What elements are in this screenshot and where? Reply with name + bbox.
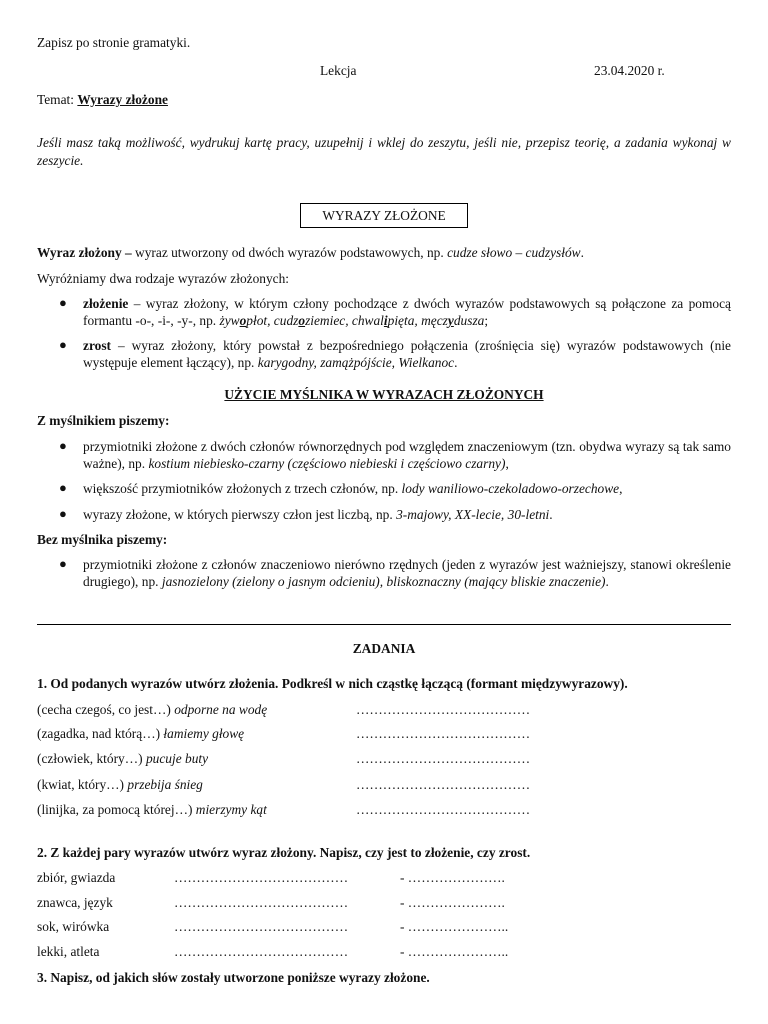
- list-item-zrost: [83, 337, 731, 371]
- types-intro: Wyróżniamy dwa rodzaje wyrazów złożonych:: [37, 271, 290, 286]
- without1-end: .: [605, 574, 609, 589]
- task2-type-blank[interactable]: - ………………….: [400, 870, 505, 885]
- definition-term: Wyraz złożony –: [37, 245, 132, 260]
- task1-row: [37, 802, 267, 818]
- zrost-examples: karygodny, zamążpójście, Wielkanoc: [257, 355, 455, 370]
- task2-type-blank[interactable]: - …………………..: [400, 944, 509, 959]
- task1-phrase: przebija śnieg: [127, 777, 203, 792]
- list-item-with-3: [83, 506, 731, 523]
- boxed-title-text: WYRAZY ZŁOŻONE: [322, 208, 446, 223]
- with3-end: .: [549, 507, 553, 522]
- task1-hint: (zagadka, nad którą…): [37, 726, 164, 741]
- list-item-with-1: [83, 438, 731, 472]
- topic-line: [37, 92, 168, 108]
- intro-paragraph: [37, 134, 731, 170]
- bullet-icon: ●: [59, 480, 67, 495]
- task1-hint: (kwiat, który…): [37, 777, 128, 792]
- section-title-dash: [37, 387, 731, 403]
- task2-pair: lekki, atleta: [37, 944, 100, 959]
- with1-end: ,: [505, 456, 509, 471]
- section-divider: [37, 624, 731, 625]
- task3-prompt: [37, 970, 430, 986]
- list-item-zlozenie: złożenie – wyraz złożony, w którym człony pochodzące z dwóch wyrazów podstawowych są połączone za pomocą formantu -o-, -i-, -y-, np. żywopłot, cudzoziemiec, chwalipięta, męczydusza;: [83, 296, 731, 328]
- task1-hint: (cecha czegoś, co jest…): [37, 702, 175, 717]
- topic-title: Wyrazy złożone: [77, 92, 168, 107]
- task2-answer-blank[interactable]: …………………………………: [174, 944, 349, 959]
- task1-hint: (linijka, za pomocą której…): [37, 802, 196, 817]
- with-dash-label-text: Z myślnikiem piszemy:: [37, 413, 170, 428]
- task2-prompt-text: 2. Z każdej pary wyrazów utwórz wyraz złożony. Napisz, czy jest to złożenie, czy zrost.: [37, 845, 531, 860]
- definition-example: cudze słowo – cudzysłów: [447, 245, 581, 260]
- bullet-icon: ●: [59, 506, 67, 521]
- tasks-title-text: ZADANIA: [352, 641, 416, 656]
- task1-answer-blank[interactable]: …………………………………: [356, 751, 531, 766]
- zrost-end: .: [454, 355, 458, 370]
- lesson-date: 23.04.2020 r.: [594, 63, 665, 78]
- task1-phrase: odporne na wodę: [174, 702, 268, 717]
- task1-row: [37, 702, 267, 718]
- bullet-icon: ●: [59, 337, 67, 352]
- task1-row: [37, 751, 208, 767]
- task2-pair: sok, wirówka: [37, 919, 110, 934]
- bullet-icon: ●: [59, 295, 67, 310]
- definition-text: wyraz utworzony od dwóch wyrazów podstawowych, np.: [131, 245, 448, 260]
- task1-answer-blank[interactable]: …………………………………: [356, 777, 531, 792]
- task1-prompt-text: 1. Od podanych wyrazów utwórz złożenia. Podkreśl w nich cząstkę łączącą (formant międzywyrazowy).: [37, 676, 628, 691]
- with3-text: wyrazy złożone, w których pierwszy człon jest liczbą, np.: [83, 507, 397, 522]
- task2-pair: zbiór, gwiazda: [37, 870, 116, 885]
- intro-text: Jeśli masz taką możliwość, wydrukuj kartę pracy, uzupełnij i wklej do zeszytu, jeśli nie, przepisz teorię, a zadania wykonaj w zeszycie.: [37, 135, 731, 168]
- zrost-term: zrost: [83, 338, 112, 353]
- without-dash-label-text: Bez myślnika piszemy:: [37, 532, 168, 547]
- task1-answer-blank[interactable]: …………………………………: [356, 702, 531, 717]
- lesson-label: Lekcja: [320, 63, 357, 78]
- bullet-icon: ●: [59, 556, 67, 571]
- task2-answer-blank[interactable]: …………………………………: [174, 895, 349, 910]
- without-dash-label: [37, 532, 167, 548]
- with-dash-label: [37, 413, 169, 429]
- zlozenie-term: złożenie: [83, 296, 129, 311]
- bullet-icon: ●: [59, 438, 67, 453]
- definition-line: [37, 245, 584, 261]
- with2-end: ,: [619, 481, 623, 496]
- task1-answer-blank[interactable]: …………………………………: [356, 802, 531, 817]
- section-title-dash-text: UŻYCIE MYŚLNIKA W WYRAZACH ZŁOŻONYCH: [224, 387, 544, 402]
- task1-answer-blank[interactable]: …………………………………: [356, 726, 531, 741]
- task2-type-blank[interactable]: - ………………….: [400, 895, 505, 910]
- with2-text: większość przymiotników złożonych z trzech członów, np.: [83, 481, 402, 496]
- topic-label: Temat:: [37, 92, 74, 107]
- task2-answer-blank[interactable]: …………………………………: [174, 919, 349, 934]
- with1-example: kostium niebiesko-czarny (częściowo niebieski i częściowo czarny): [148, 456, 506, 471]
- with1-text: przymiotniki złożone z dwóch członów równorzędnych pod względem znaczeniowym (tzn. obydwa wyrazy są tak samo ważne), np.: [83, 439, 731, 471]
- task2-prompt: [37, 845, 530, 861]
- definition-end: .: [580, 245, 584, 260]
- task3-prompt-text: 3. Napisz, od jakich słów zostały utworzone poniższe wyrazy złożone.: [37, 970, 430, 985]
- list-item-with-2: [83, 480, 731, 497]
- task2-answer-blank[interactable]: …………………………………: [174, 870, 349, 885]
- task2-pair: znawca, język: [37, 895, 113, 910]
- zlozenie-text: – wyraz złożony, w którym człony pochodzące z dwóch wyrazów podstawowych są połączone za pomocą formantu -o-, -i-, -y-, np.: [83, 296, 731, 328]
- zlozenie-examples: żywopłot, cudzoziemiec, chwalipięta, męczydusza: [219, 313, 485, 328]
- instruction-line: Zapisz po stronie gramatyki.: [37, 35, 191, 50]
- list-item-without-1: [83, 556, 731, 590]
- task1-phrase: łamiemy głowę: [163, 726, 245, 741]
- task1-prompt: [37, 676, 628, 692]
- task1-row: [37, 726, 244, 742]
- task2-type-blank[interactable]: - …………………..: [400, 919, 509, 934]
- task1-hint: (człowiek, który…): [37, 751, 146, 766]
- with2-example: lody waniliowo-czekoladowo-orzechowe: [401, 481, 620, 496]
- with3-example: 3-majowy, XX-lecie, 30-letni: [396, 507, 550, 522]
- zrost-text: – wyraz złożony, który powstał z bezpośredniego połączenia (zrośnięcia się) wyrazów podstawowych (nie występuje element łączący), np.: [83, 338, 731, 370]
- task1-row: [37, 777, 203, 793]
- tasks-title: [37, 641, 731, 657]
- boxed-title: [300, 203, 468, 228]
- task1-phrase: pucuje buty: [145, 751, 209, 766]
- without1-example: jasnozielony (zielony o jasnym odcieniu), bliskoznaczny (mający bliskie znaczenie): [161, 574, 606, 589]
- without1-text: przymiotniki złożone z członów znaczeniowo nierówno rzędnych (jeden z wyrazów jest ważniejszy, stanowi określenie drugiego), np.: [83, 557, 731, 589]
- task1-phrase: mierzymy kąt: [195, 802, 267, 817]
